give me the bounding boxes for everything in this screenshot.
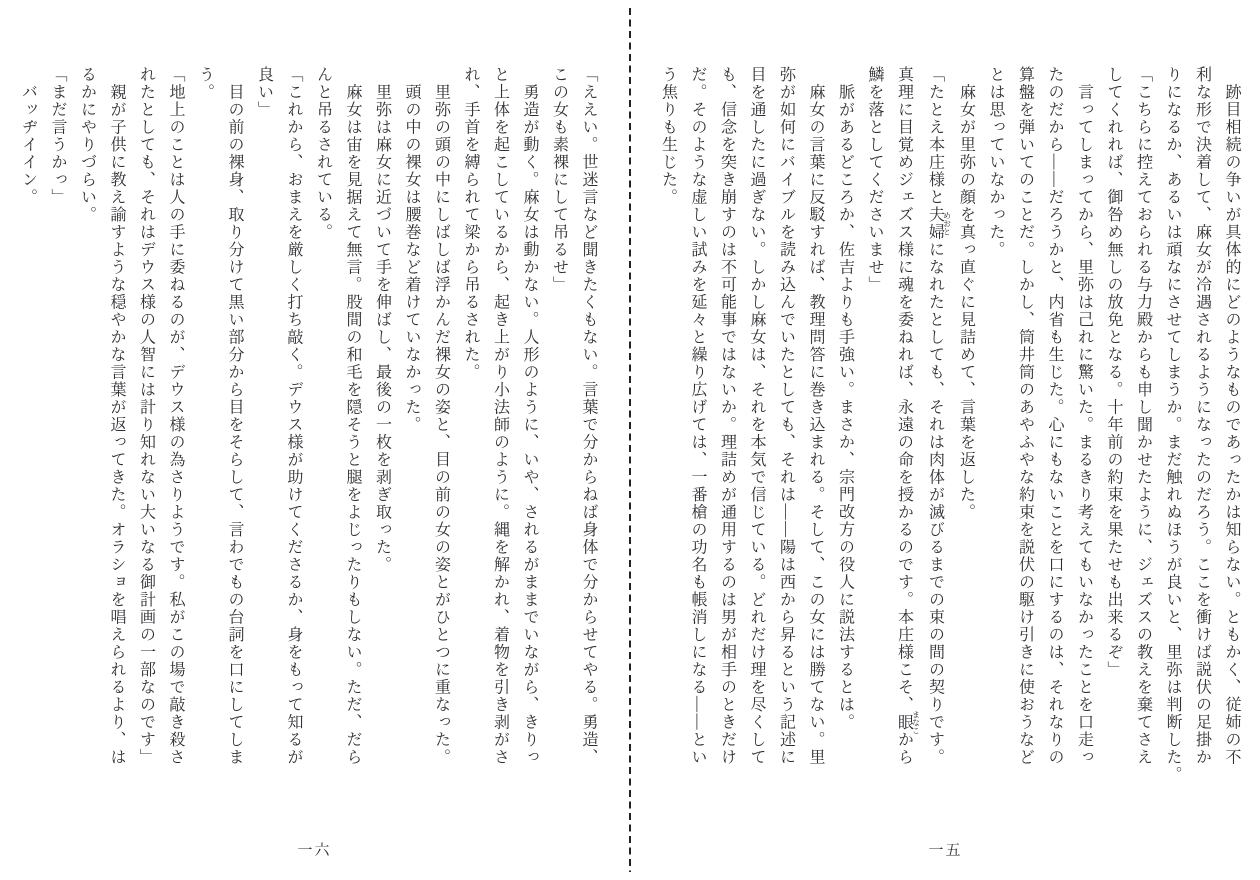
text-line: 親が子供に教え諭すような穏やかな言葉が返ってきた。オラショを唱えられるより、は: [108, 66, 125, 766]
ruby-annotation: 眼 まなこ: [895, 710, 921, 735]
text-line: 鱗を落としてくださいませ」: [866, 66, 883, 294]
text-line: 脈があるどころか、佐吉よりも手強い。まさか、宗門改方の役人に説法するとは。: [836, 66, 854, 731]
text-line: この女も素裸にして吊るせ」: [550, 66, 568, 294]
text-line: 言ってしまってから、里弥は己れに驚いた。まるきり考えてもいなかったことを口走っ: [1075, 66, 1093, 766]
text-line: 跡目相続の争いが具体的にどのようなものであったかは知らない。ともかく、従姉の不: [1223, 66, 1240, 766]
text-line: 里弥の頭の中にしばしば浮かんだ裸女の姿と、目の前の女の姿とがひとつに重なった。: [432, 66, 450, 766]
text-line: りになるか、あるいは頑なにさせてしまうか。まだ触れぬほうが良いと、里弥は判断した。: [1164, 66, 1181, 784]
text-line: 里弥は麻女に近づいて手を伸ばし、最後の一枚を剥ぎ取った。: [373, 66, 391, 574]
text-line: 目の前の裸身、取り分けて黒い部分から目をそらして、言わでもの台詞を口にしてしま: [226, 66, 243, 766]
text-line: れたとしても、それはデウス様の人智には計り知れない大いなる御計画の一部なのです」: [137, 66, 155, 766]
text-line: 頭の中の裸女は腰巻など着けていなかった。: [403, 66, 420, 434]
text-line: 良い」: [255, 66, 273, 119]
text-line: 「地上のことは人の手に委ねるのが、デウス様の為さりようです。私がこの場で敲き殺さ: [167, 66, 184, 766]
text-line: バッヂイイン。: [19, 66, 37, 206]
text-line: も、信念を突き崩すのは不可能事ではないか。理詰めが通用するのは男が相手のときだけ: [718, 66, 736, 766]
text-line: 弥が如何にバイブルを読み込んでいたとしても、それは――陽は西から昇るという記述に: [777, 66, 795, 766]
text-line: んと吊るされている。: [314, 66, 332, 241]
text-line: 麻女の言葉に反駁すれば、教理問答に巻き込まれる。そして、この女には勝てない。里: [807, 66, 824, 766]
text-line: 「ええい。世迷言など聞きたくもない。言葉で分からねば身体で分からせてやる。勇造、: [580, 66, 597, 766]
text-line: 麻女は宙を見据えて無言。股間の和毛を隠そうと腿をよじったりもしない。ただ、だら: [344, 66, 361, 766]
page-15-text: [653, 66, 1246, 826]
text-line: う焦りも生じた。: [659, 66, 677, 206]
text-line: だ。そのような虚しい試みを延々と繰り広げては、一番槍の功名も帳消しになる――とい: [689, 66, 706, 766]
text-line: 勇造が動く。麻女は動かない。人形のように、いや、されるがままでいながら、きりっ: [521, 66, 538, 766]
text-line: 目を通したに過ぎない。しかし麻女は、それを本気で信じている。どれだけ理を尽くして: [748, 66, 765, 766]
text-line: 「たとえ本庄様と夫婦 めおとになれたとしても、それは肉体が滅びるまでの束の間の契りです。: [926, 66, 952, 766]
page-number: 一六: [297, 843, 332, 859]
text-line: 「こちらに控えておられる与力殿からも申し聞かせたように、ジェズスの教えを棄てさえ: [1134, 66, 1152, 766]
page-16: [0, 0, 629, 880]
text-line: 「これから、おまえを厳しく打ち敲く。デウス様が助けてくださるか、身をもって知るが: [285, 66, 302, 766]
text-line: う。: [196, 66, 214, 101]
text-line: 真理に目覚めジェズス様に魂を委ねれば、永遠の命を授かるのです。本庄様こそ、眼 まなこから: [895, 66, 921, 766]
text-line: 算盤を弾いてのことだ。しかし、筒井筒のあやふやな約束を説伏の駆け引きに使おうなど: [1016, 66, 1034, 766]
text-line: るかにやりづらい。: [78, 66, 96, 224]
page-15: [631, 0, 1260, 880]
page-number: 一五: [928, 843, 963, 859]
page-16-text: [13, 66, 603, 826]
text-line: 利な形で決着して、麻女が冷遇されるようになったのだろう。ここを衝けば説伏の足掛か: [1193, 66, 1211, 766]
text-line: 麻女が里弥の顔を真っ直ぐに見詰めて、言葉を返した。: [957, 66, 975, 521]
text-line: れ、手首を縛られて梁から吊るされた。: [462, 66, 479, 381]
text-line: たのだから――だろうかと、内省も生じた。心にもないことを口にするのは、それなりの: [1046, 66, 1063, 766]
ruby-annotation: 夫婦 めおと: [926, 206, 952, 241]
text-line: と上体を起こしているから、起き上がり小法師のように。縄を解かれ、着物を引き剥がさ: [491, 66, 509, 766]
text-line: してくれれば、御咎め無しの放免となる。十年前の約束を果たせも出来るぞ」: [1105, 66, 1122, 679]
text-line: とは思っていなかった。: [987, 66, 1004, 259]
text-line: 「まだ言うかっ」: [49, 66, 66, 206]
